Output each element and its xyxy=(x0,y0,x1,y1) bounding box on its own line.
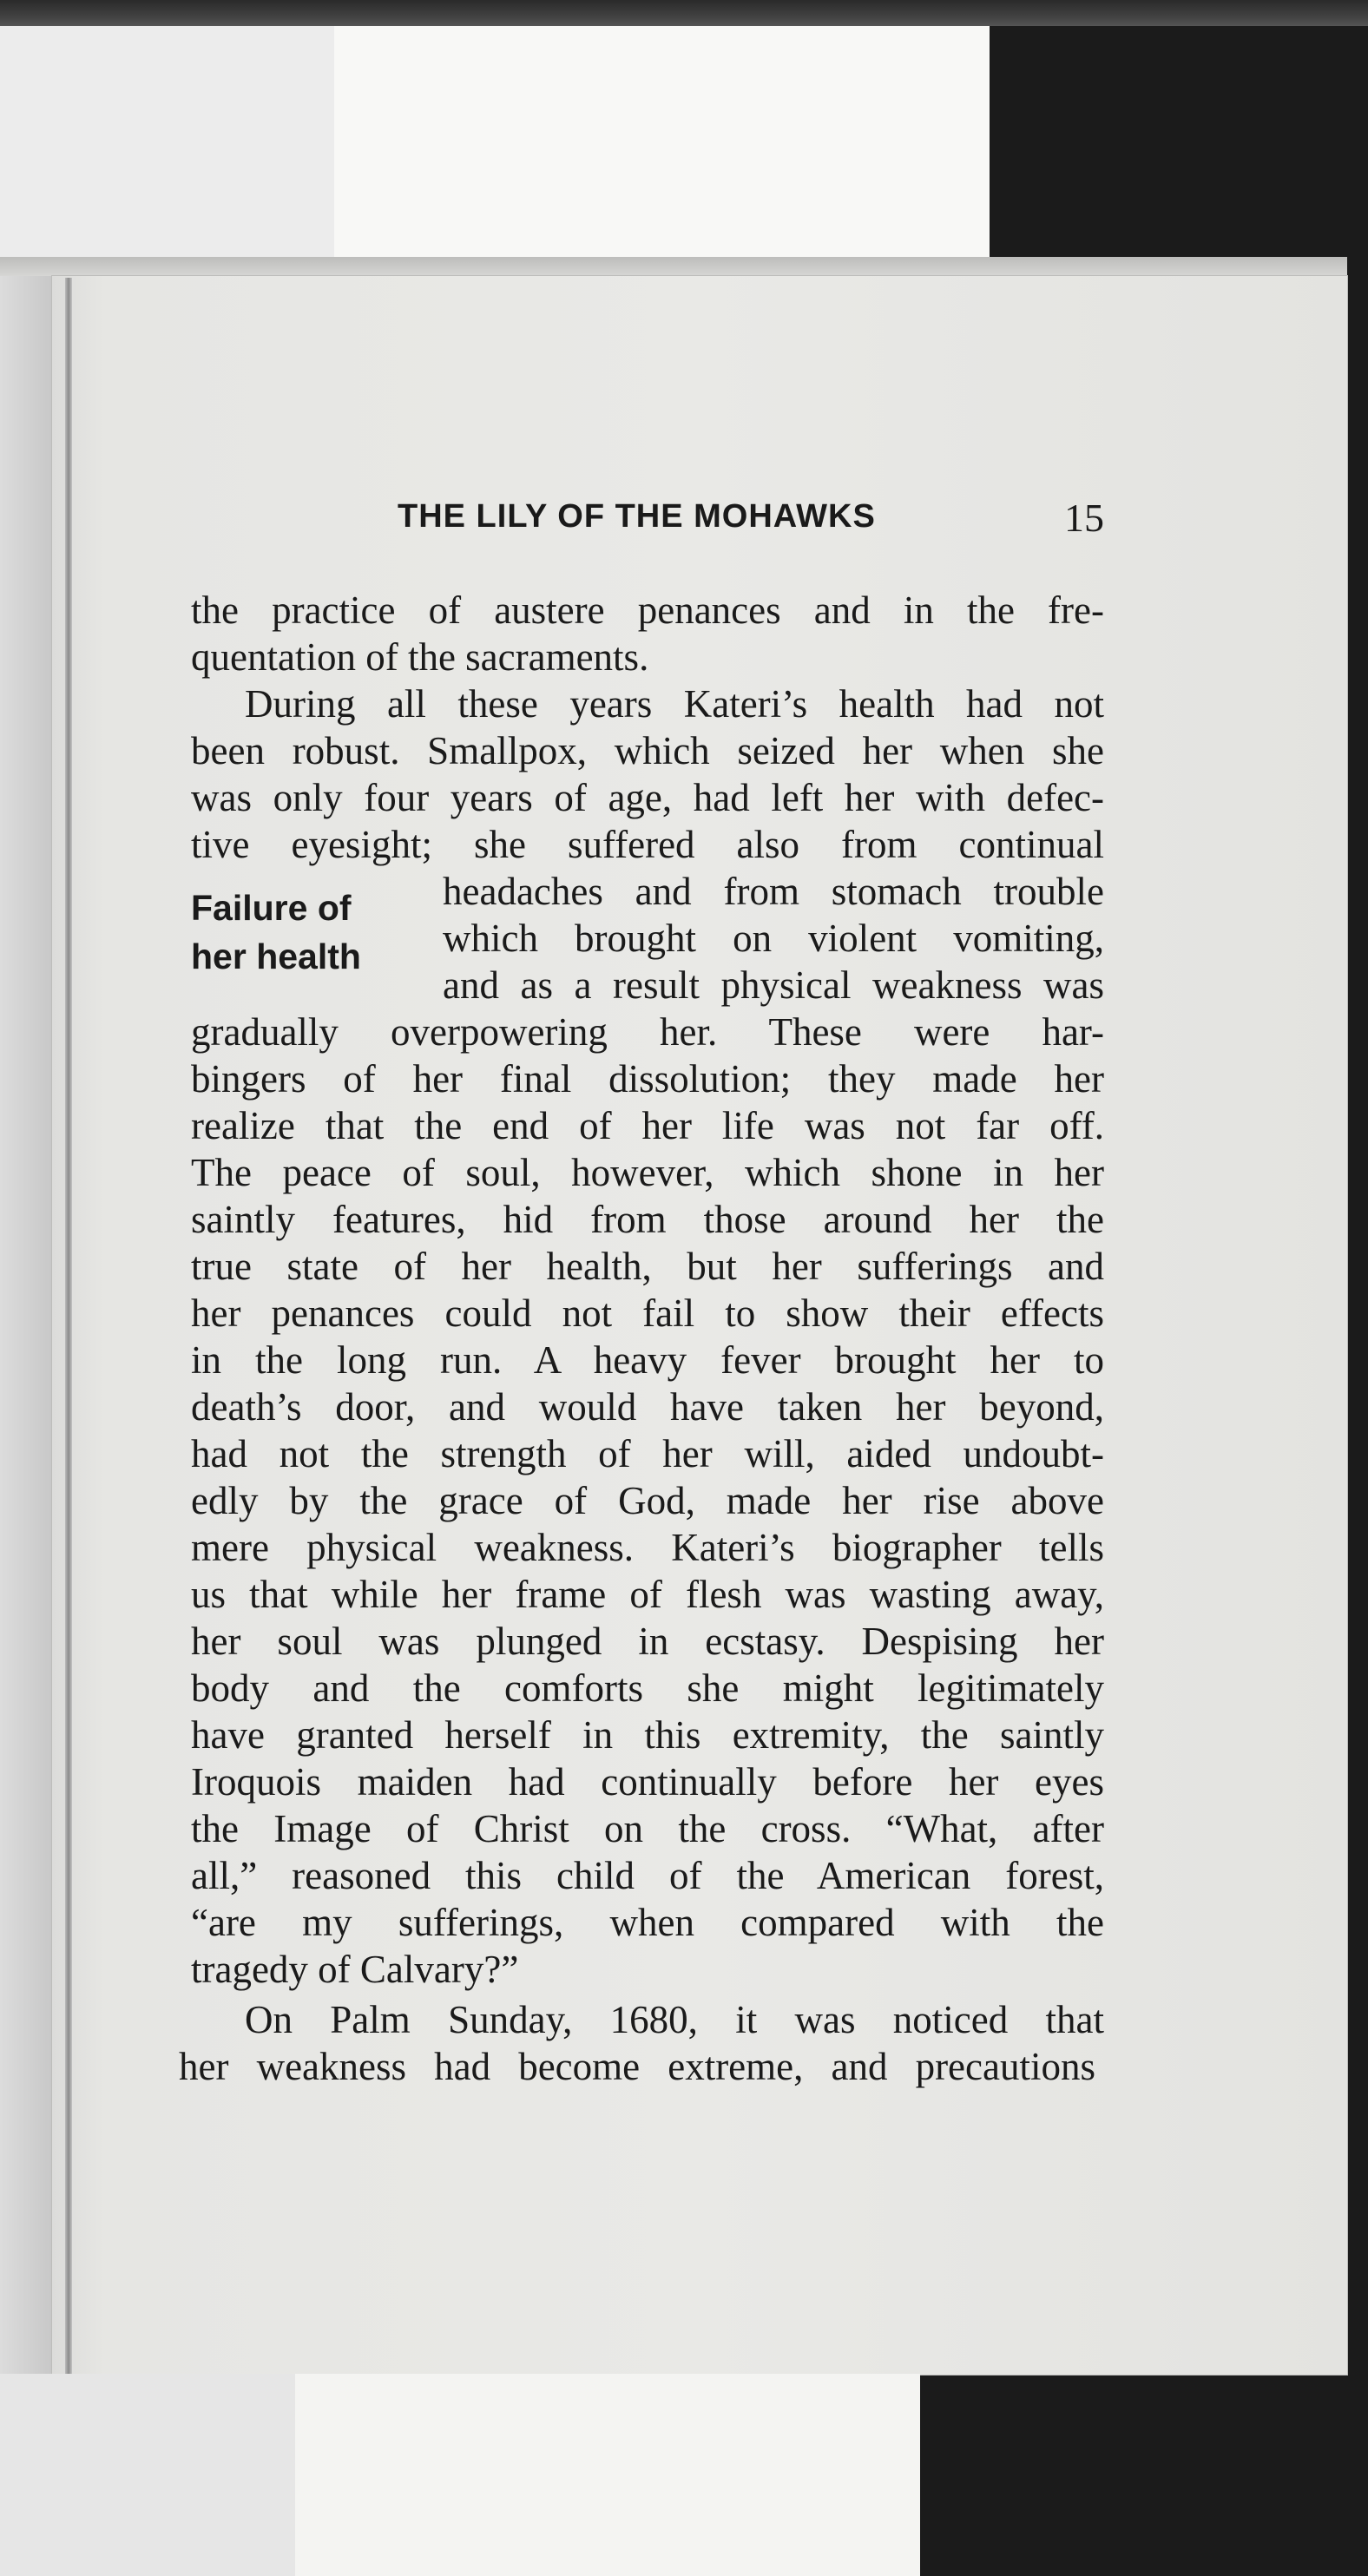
text-line: and as a result physical weakness was xyxy=(443,963,1104,1007)
margin-note-line: Failure of xyxy=(191,888,352,928)
text-line: have granted herself in this extremity, the saintly xyxy=(191,1713,1104,1757)
next-page-edge xyxy=(0,2374,295,2576)
margin-note xyxy=(191,884,361,981)
text-line: the Image of Christ on the cross. “What, after xyxy=(191,1807,1104,1850)
text-line: the practice of austere penances and in the fre- xyxy=(191,588,1104,632)
text-line: body and the comforts she might legitimately xyxy=(191,1666,1104,1710)
text-line: bingers of her final dissolution; they made her xyxy=(191,1057,1104,1101)
text-line: been robust. Smallpox, which seized her when she xyxy=(191,729,1104,772)
text-line: her weakness had become extreme, and precautions xyxy=(179,2045,1095,2088)
text-line: death’s door, and would have taken her beyond, xyxy=(191,1385,1104,1429)
text-line: quentation of the sacraments. xyxy=(191,635,649,679)
next-page-sheet xyxy=(295,2374,920,2576)
text-line: her penances could not fail to show their effects xyxy=(191,1291,1104,1335)
running-head: THE LILY OF THE MOHAWKS xyxy=(398,498,876,535)
previous-page-sheet xyxy=(334,26,990,273)
page-top-edge xyxy=(0,257,1347,276)
text-line: gradually overpowering her. These were har- xyxy=(191,1010,1104,1054)
text-line: had not the strength of her will, aided undoubt- xyxy=(191,1432,1104,1475)
text-line: tragedy of Calvary?” xyxy=(191,1948,519,1991)
text-line: “are my sufferings, when compared with the xyxy=(191,1901,1104,1944)
text-line: which brought on violent vomiting, xyxy=(443,917,1104,960)
text-line: in the long run. A heavy fever brought her to xyxy=(191,1338,1104,1382)
book-spine xyxy=(65,278,72,2375)
text-line: us that while her frame of flesh was wasting away, xyxy=(191,1573,1104,1616)
previous-page-edge xyxy=(0,26,334,273)
text-line: Iroquois maiden had continually before her eyes xyxy=(191,1760,1104,1804)
text-line: During all these years Kateri’s health had not xyxy=(245,682,1104,726)
text-line: tive eyesight; she suffered also from continual xyxy=(191,823,1104,866)
text-line: headaches and from stomach trouble xyxy=(443,870,1104,913)
text-line: was only four years of age, had left her with defec- xyxy=(191,776,1104,819)
text-line: On Palm Sunday, 1680, it was noticed that xyxy=(245,1998,1104,2041)
text-line: mere physical weakness. Kateri’s biographer tells xyxy=(191,1526,1104,1569)
page-number: 15 xyxy=(1064,496,1104,540)
text-line: saintly features, hid from those around her the xyxy=(191,1198,1104,1241)
text-line: edly by the grace of God, made her rise above xyxy=(191,1479,1104,1522)
text-line: realize that the end of her life was not far off. xyxy=(191,1104,1104,1147)
page-gutter xyxy=(0,276,52,2375)
scan-border-top xyxy=(0,0,1368,26)
margin-note-line: her health xyxy=(191,936,361,976)
text-line: true state of her health, but her sufferings and xyxy=(191,1245,1104,1288)
text-line: all,” reasoned this child of the American forest, xyxy=(191,1854,1104,1897)
text-line: her soul was plunged in ecstasy. Despising her xyxy=(191,1620,1104,1663)
text-line: The peace of soul, however, which shone in her xyxy=(191,1151,1104,1194)
